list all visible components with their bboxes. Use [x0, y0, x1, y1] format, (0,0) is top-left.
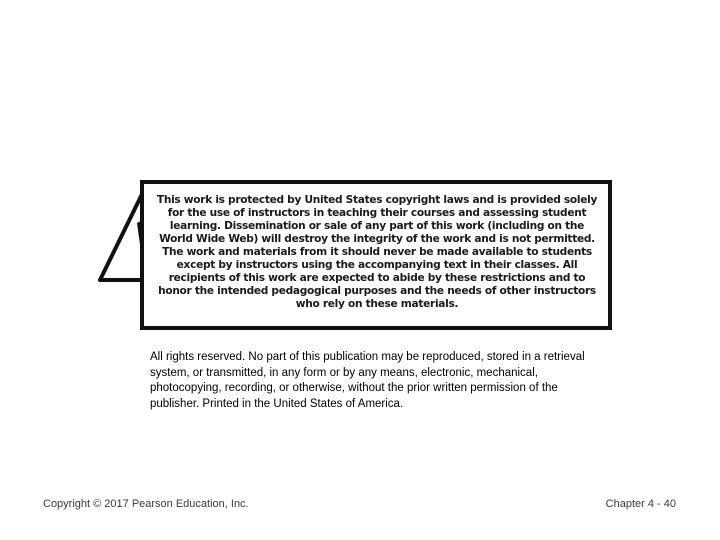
notice-box — [140, 180, 612, 330]
rights-reserved-text: All rights reserved. No part of this publication may be reproduced, stored in a retrieval system, or transmitted, in any form or by any means, electronic, mechanical, photocopying, recording, or otherwise, without the prior written permission of the publisher. Printed in the United States of America. — [150, 351, 585, 410]
copyright-notice — [96, 176, 620, 336]
footer-chapter-page: Chapter 4 - 40 — [605, 498, 676, 510]
footer-copyright: Copyright © 2017 Pearson Education, Inc. — [43, 498, 249, 510]
notice-text: This work is protected by United States copyright laws and is provided solely for the use of instructors in teaching their courses and assessing student learning. Dissemination or sale of any part of this work (including on the World Wide Web) will destroy the integrity of the work and is not permitted. The work and materials from it should never be made available to students except by instructors using the accompanying text in their classes. All recipients of this work are expected to abide by these restrictions and to honor the intended pedagogical purposes and the needs of other instructors who rely on these materials. — [156, 194, 598, 310]
